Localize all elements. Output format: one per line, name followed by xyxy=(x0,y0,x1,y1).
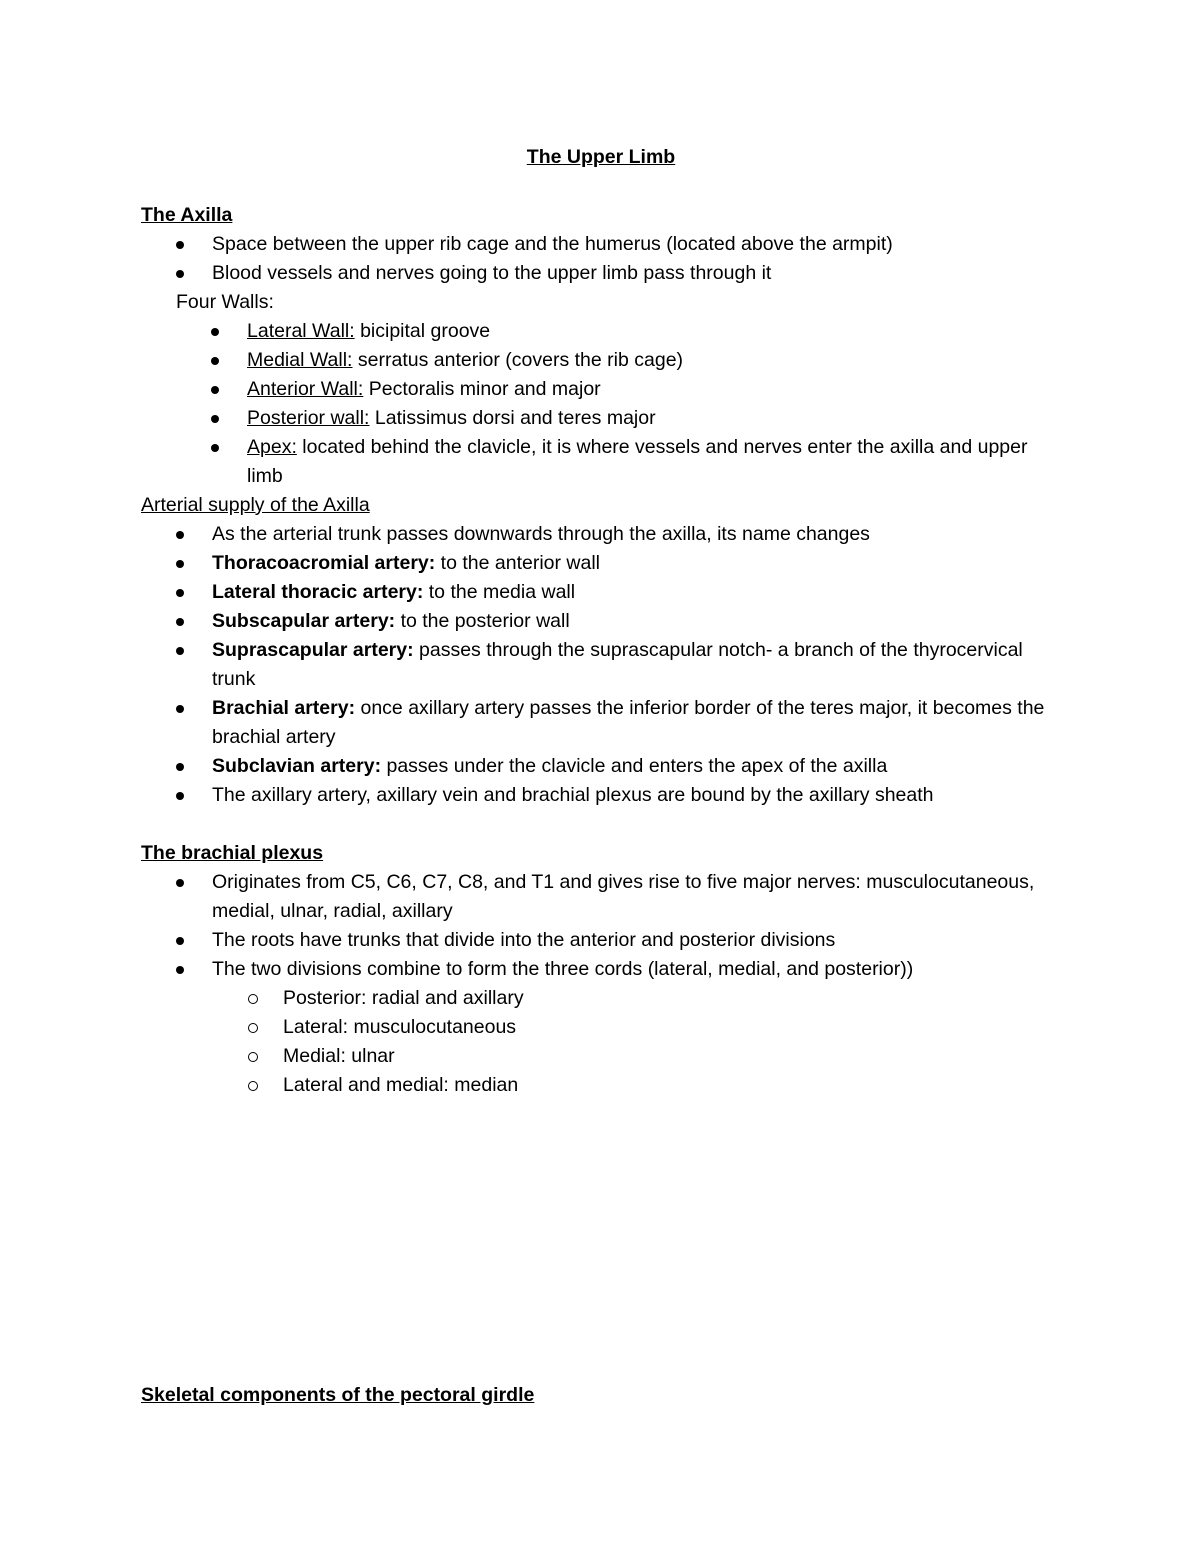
artery-term: Suprascapular artery: xyxy=(212,639,414,661)
hollow-bullet-icon xyxy=(248,1023,258,1033)
list-item: Brachial artery: once axillary artery passes the inferior border of the teres major, it becomes the brachial artery xyxy=(141,694,1061,752)
section-heading-axilla: The Axilla xyxy=(141,204,233,226)
list-item: Medial: ulnar xyxy=(141,1042,1061,1071)
bullet-icon xyxy=(176,763,184,771)
document-page xyxy=(141,143,1061,1100)
artery-term: Thoracoacromial artery: xyxy=(212,552,436,574)
axilla-bullet-list xyxy=(141,230,1061,288)
list-item: Posterior: radial and axillary xyxy=(141,984,1061,1013)
arterial-list xyxy=(141,520,1061,810)
artery-term: Subscapular artery: xyxy=(212,610,396,632)
bullet-icon xyxy=(211,357,219,365)
wall-term: Medial Wall: xyxy=(247,349,353,371)
list-item: Thoracoacromial artery: to the anterior wall xyxy=(141,549,1061,578)
bullet-icon xyxy=(211,415,219,423)
list-item: Posterior wall: Latissimus dorsi and teres major xyxy=(141,404,1061,433)
list-item: As the arterial trunk passes downwards through the axilla, its name changes xyxy=(141,520,1061,549)
bullet-icon xyxy=(176,937,184,945)
bullet-icon xyxy=(176,241,184,249)
list-item: The two divisions combine to form the three cords (lateral, medial, and posterior)) xyxy=(141,955,1061,984)
wall-term: Lateral Wall: xyxy=(247,320,355,342)
bullet-icon xyxy=(176,270,184,278)
list-item: Space between the upper rib cage and the humerus (located above the armpit) xyxy=(141,230,1061,259)
bullet-icon xyxy=(176,531,184,539)
bullet-icon xyxy=(176,618,184,626)
artery-term: Lateral thoracic artery: xyxy=(212,581,424,603)
list-item: Subclavian artery: passes under the clavicle and enters the apex of the axilla xyxy=(141,752,1061,781)
bullet-icon xyxy=(176,705,184,713)
cords-list xyxy=(141,984,1061,1100)
bullet-icon xyxy=(211,386,219,394)
hollow-bullet-icon xyxy=(248,994,258,1004)
list-item: Lateral thoracic artery: to the media wall xyxy=(141,578,1061,607)
spacer xyxy=(141,810,1061,839)
bullet-icon xyxy=(211,444,219,452)
bullet-icon xyxy=(211,328,219,336)
bullet-icon xyxy=(176,966,184,974)
hollow-bullet-icon xyxy=(248,1052,258,1062)
section-heading-skeletal: Skeletal components of the pectoral girdle xyxy=(141,1384,535,1406)
list-item: Medial Wall: serratus anterior (covers the rib cage) xyxy=(141,346,1061,375)
bullet-icon xyxy=(176,560,184,568)
bullet-icon xyxy=(176,879,184,887)
list-item: Blood vessels and nerves going to the upper limb pass through it xyxy=(141,259,1061,288)
list-item: Anterior Wall: Pectoralis minor and major xyxy=(141,375,1061,404)
list-item: Lateral and medial: median xyxy=(141,1071,1061,1100)
list-item: Apex: located behind the clavicle, it is where vessels and nerves enter the axilla and upper limb xyxy=(141,433,1061,491)
walls-list xyxy=(141,317,1061,491)
artery-term: Brachial artery: xyxy=(212,697,356,719)
page-title: The Upper Limb xyxy=(526,146,676,168)
four-walls-heading: Four Walls: xyxy=(176,291,274,313)
hollow-bullet-icon xyxy=(248,1081,258,1091)
bullet-icon xyxy=(176,647,184,655)
plexus-list xyxy=(141,868,1061,984)
list-item: Lateral: musculocutaneous xyxy=(141,1013,1061,1042)
wall-term: Apex: xyxy=(247,436,297,458)
list-item: The axillary artery, axillary vein and brachial plexus are bound by the axillary sheath xyxy=(141,781,1061,810)
bullet-icon xyxy=(176,792,184,800)
bullet-icon xyxy=(176,589,184,597)
list-item: Originates from C5, C6, C7, C8, and T1 and gives rise to five major nerves: musculocutaneous, medial, ulnar, radial, axillary xyxy=(141,868,1061,926)
list-item: Subscapular artery: to the posterior wall xyxy=(141,607,1061,636)
list-item: Lateral Wall: bicipital groove xyxy=(141,317,1061,346)
artery-term: Subclavian artery: xyxy=(212,755,382,777)
section-heading-arterial: Arterial supply of the Axilla xyxy=(141,494,370,516)
list-item: The roots have trunks that divide into the anterior and posterior divisions xyxy=(141,926,1061,955)
section-heading-plexus: The brachial plexus xyxy=(141,842,324,864)
wall-term: Posterior wall: xyxy=(247,407,370,429)
list-item: Suprascapular artery: passes through the suprascapular notch- a branch of the thyrocervical trunk xyxy=(141,636,1061,694)
wall-term: Anterior Wall: xyxy=(247,378,364,400)
